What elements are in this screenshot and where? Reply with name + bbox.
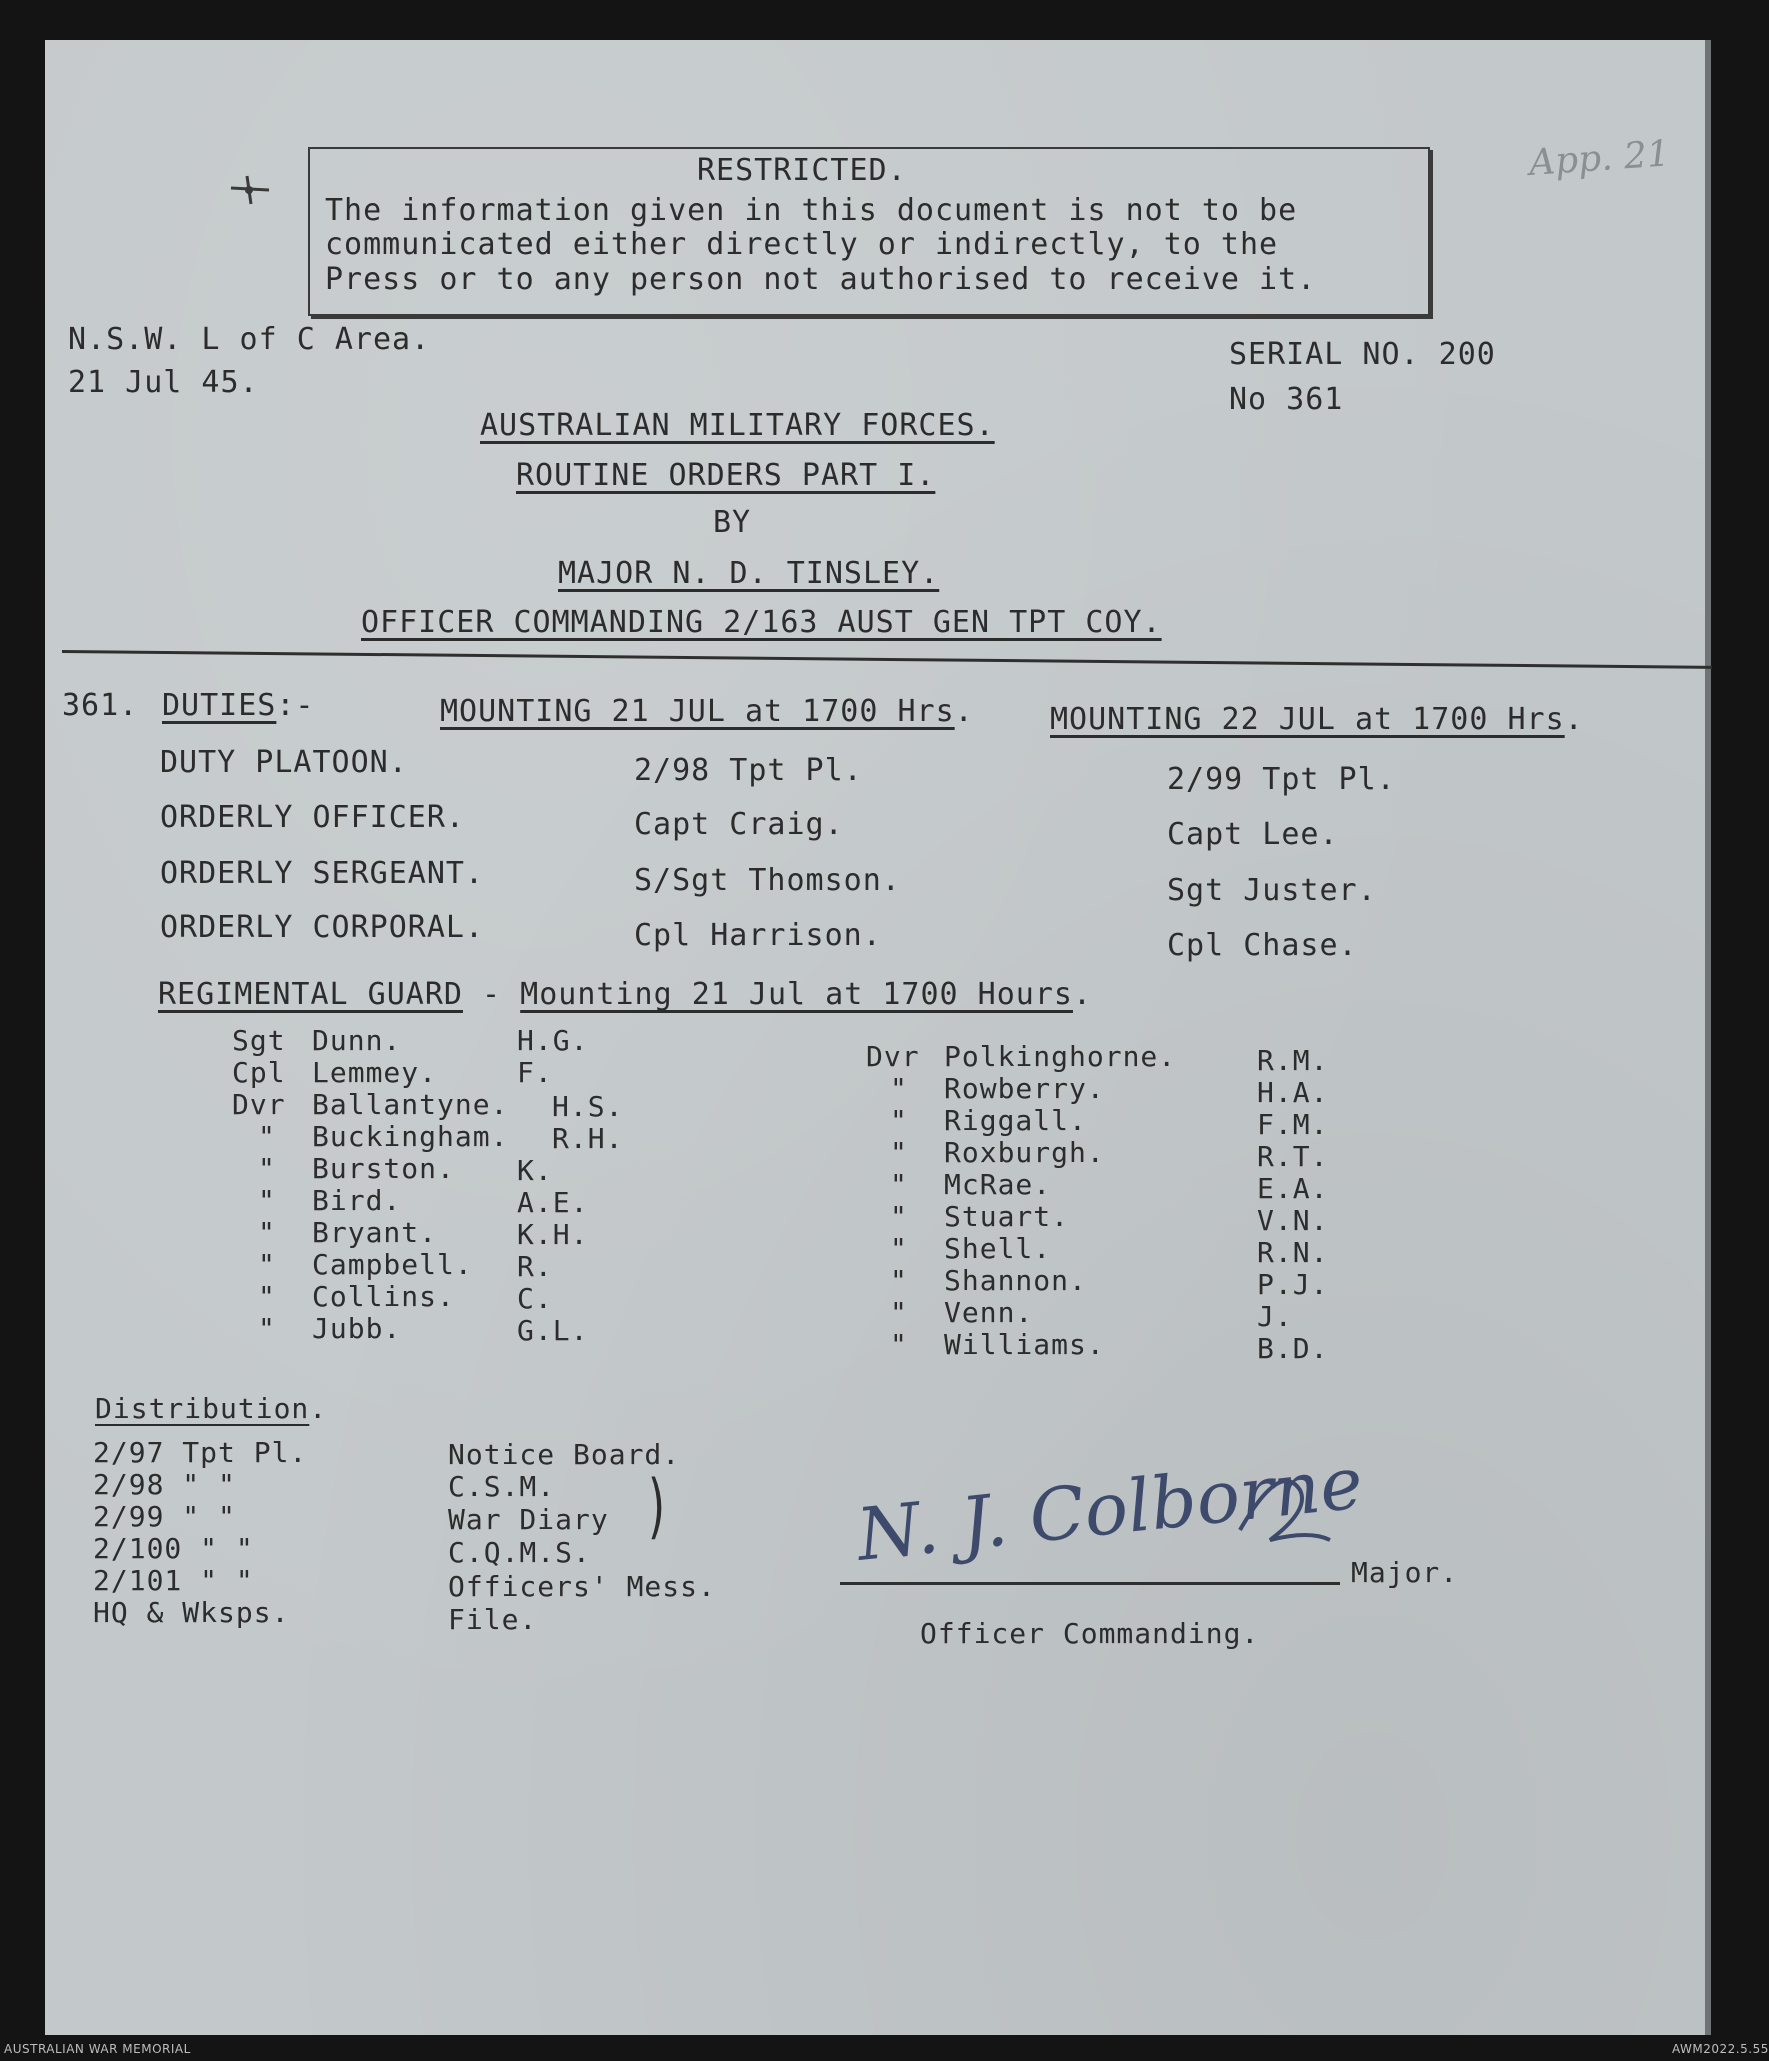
svg-text:N. J. Colborne: N. J. Colborne (852, 1440, 1367, 1577)
guard-name: Shannon. (944, 1264, 1087, 1297)
duty-day1: Cpl Harrison. (634, 918, 882, 953)
guard-initials: R.N. (1257, 1236, 1329, 1269)
distribution-heading: Distribution (95, 1392, 310, 1425)
guard-rank: " (258, 1312, 276, 1345)
footer-accession: AWM2022.5.55 (1672, 2042, 1769, 2056)
title-line-5: OFFICER COMMANDING 2/163 AUST GEN TPT COY. (361, 605, 1162, 640)
guard-name: Jubb. (312, 1312, 402, 1345)
footer-institution: AUSTRALIAN WAR MEMORIAL (4, 2042, 191, 2056)
guard-initials: F. (517, 1056, 553, 1089)
guard-rank: " (890, 1200, 908, 1233)
guard-rank: " (890, 1264, 908, 1297)
guard-initials: K. (517, 1154, 553, 1187)
guard-heading: REGIMENTAL GUARD (158, 977, 463, 1012)
area-label: N.S.W. L of C Area. (68, 322, 431, 357)
title-line-4: MAJOR N. D. TINSLEY. (558, 556, 940, 591)
duty-name: ORDERLY SERGEANT. (160, 856, 485, 891)
title-line-3: BY (713, 505, 752, 540)
guard-initials: H.A. (1257, 1076, 1329, 1109)
guard-name: Williams. (944, 1328, 1105, 1361)
restricted-line-1: The information given in this document is not to be (325, 193, 1298, 228)
guard-initials: K.H. (517, 1218, 589, 1251)
guard-initials: A.E. (517, 1186, 589, 1219)
guard-initials: B.D. (1257, 1332, 1329, 1365)
distribution-recipient: Notice Board. (448, 1438, 681, 1471)
guard-name: Lemmey. (312, 1056, 438, 1089)
guard-rank: " (258, 1152, 276, 1185)
distribution-recipient: File. (448, 1603, 538, 1636)
duty-name: ORDERLY OFFICER. (160, 800, 465, 835)
distribution-unit: 2/99 " " (93, 1500, 236, 1533)
guard-initials: R.H. (552, 1122, 624, 1155)
distribution-unit: 2/101 " " (93, 1564, 254, 1597)
guard-rank: " (258, 1248, 276, 1281)
guard-rank: " (258, 1120, 276, 1153)
distribution-recipient: C.Q.M.S. (448, 1536, 591, 1569)
guard-rank: " (890, 1296, 908, 1329)
pencil-annotation (1520, 125, 1670, 195)
duty-day1: Capt Craig. (634, 807, 844, 842)
duty-day2: 2/99 Tpt Pl. (1167, 762, 1396, 797)
guard-name: Rowberry. (944, 1072, 1105, 1105)
duty-day2: Cpl Chase. (1167, 928, 1358, 963)
guard-initials: R.M. (1257, 1044, 1329, 1077)
distribution-unit: 2/100 " " (93, 1532, 254, 1565)
handwritten-signature (820, 1440, 1420, 1600)
distribution-unit: HQ & Wksps. (93, 1596, 290, 1629)
col2-heading-text: MOUNTING 22 JUL at 1700 Hrs (1050, 702, 1565, 737)
guard-name: McRae. (944, 1168, 1052, 1201)
duty-day2: Capt Lee. (1167, 817, 1339, 852)
restricted-heading: RESTRICTED. (697, 153, 907, 188)
title-line-2: ROUTINE ORDERS PART I. (516, 458, 936, 493)
signature-line (840, 1582, 1340, 1585)
distribution-recipient: C.S.M. (448, 1470, 556, 1503)
guard-name: Venn. (944, 1296, 1034, 1329)
guard-rank: " (890, 1232, 908, 1265)
guard-rank: " (890, 1104, 908, 1137)
guard-rank: Dvr (866, 1040, 920, 1073)
page-edge (1705, 40, 1711, 2035)
order-number: No 361 (1229, 382, 1344, 417)
duties-item-number: 361. (62, 688, 139, 723)
serial-number: SERIAL NO. 200 (1229, 337, 1496, 372)
guard-initials: P.J. (1257, 1268, 1329, 1301)
signatory-rank: Major. (1351, 1556, 1459, 1589)
guard-rank: Sgt (232, 1024, 286, 1057)
guard-initials: E.A. (1257, 1172, 1329, 1205)
guard-rank: " (890, 1328, 908, 1361)
signatory-role: Officer Commanding. (920, 1617, 1260, 1650)
duty-name: DUTY PLATOON. (160, 745, 408, 780)
guard-initials: H.G. (517, 1024, 589, 1057)
guard-initials: J. (1257, 1300, 1293, 1333)
title-line-1: AUSTRALIAN MILITARY FORCES. (480, 408, 995, 443)
cross-mark-icon (225, 170, 275, 210)
duty-day1: 2/98 Tpt Pl. (634, 753, 863, 788)
guard-rank: " (890, 1136, 908, 1169)
guard-initials: G.L. (517, 1314, 589, 1347)
svg-text:App. 21: App. 21 (1527, 133, 1672, 184)
guard-name: Riggall. (944, 1104, 1087, 1137)
guard-mounting: Mounting 21 Jul at 1700 Hours (520, 977, 1073, 1012)
guard-name: Buckingham. (312, 1120, 509, 1153)
guard-rank: Cpl (232, 1056, 286, 1089)
guard-dash: - (482, 977, 502, 1012)
guard-initials: H.S. (552, 1090, 624, 1123)
distribution-unit: 2/98 " " (93, 1468, 236, 1501)
guard-rank: " (258, 1280, 276, 1313)
duties-label-suffix: :- (276, 688, 315, 723)
duty-name: ORDERLY CORPORAL. (160, 910, 485, 945)
duties-col2-heading: MOUNTING 22 JUL at 1700 Hrs. (1050, 702, 1584, 737)
guard-name: Shell. (944, 1232, 1052, 1265)
duties-label: DUTIES (162, 688, 277, 723)
guard-initials: C. (517, 1282, 553, 1315)
duties-col1-heading: MOUNTING 21 JUL at 1700 Hrs. (440, 694, 974, 729)
col1-heading-text: MOUNTING 21 JUL at 1700 Hrs (440, 694, 955, 729)
guard-name: Ballantyne. (312, 1088, 509, 1121)
distribution-unit: 2/97 Tpt Pl. (93, 1436, 308, 1469)
duty-day1: S/Sgt Thomson. (634, 863, 901, 898)
distribution-recipient: Officers' Mess. (448, 1570, 716, 1603)
distribution-recipient: War Diary (448, 1503, 609, 1536)
guard-rank: " (890, 1168, 908, 1201)
guard-name: Campbell. (312, 1248, 473, 1281)
distribution-brace: ) (644, 1466, 672, 1548)
restricted-line-2: communicated either directly or indirectly, to the (325, 227, 1279, 262)
guard-heading-line: REGIMENTAL GUARD - Mounting 21 Jul at 1700 Hours. (158, 977, 1093, 1012)
guard-initials: R.T. (1257, 1140, 1329, 1173)
issue-date: 21 Jul 45. (68, 365, 259, 400)
guard-rank: Dvr (232, 1088, 286, 1121)
guard-rank: " (258, 1216, 276, 1249)
guard-name: Stuart. (944, 1200, 1070, 1233)
guard-name: Roxburgh. (944, 1136, 1105, 1169)
restricted-line-3: Press or to any person not authorised to receive it. (325, 262, 1317, 297)
guard-name: Burston. (312, 1152, 455, 1185)
guard-initials: F.M. (1257, 1108, 1329, 1141)
duty-day2: Sgt Juster. (1167, 873, 1377, 908)
guard-name: Polkinghorne. (944, 1040, 1177, 1073)
guard-initials: R. (517, 1250, 553, 1283)
guard-rank: " (258, 1184, 276, 1217)
guard-name: Bird. (312, 1184, 402, 1217)
duties-heading (162, 688, 315, 723)
guard-name: Dunn. (312, 1024, 402, 1057)
distribution-heading-line: Distribution. (95, 1392, 328, 1425)
guard-name: Collins. (312, 1280, 455, 1313)
guard-name: Bryant. (312, 1216, 438, 1249)
guard-rank: " (890, 1072, 908, 1105)
guard-initials: V.N. (1257, 1204, 1329, 1237)
